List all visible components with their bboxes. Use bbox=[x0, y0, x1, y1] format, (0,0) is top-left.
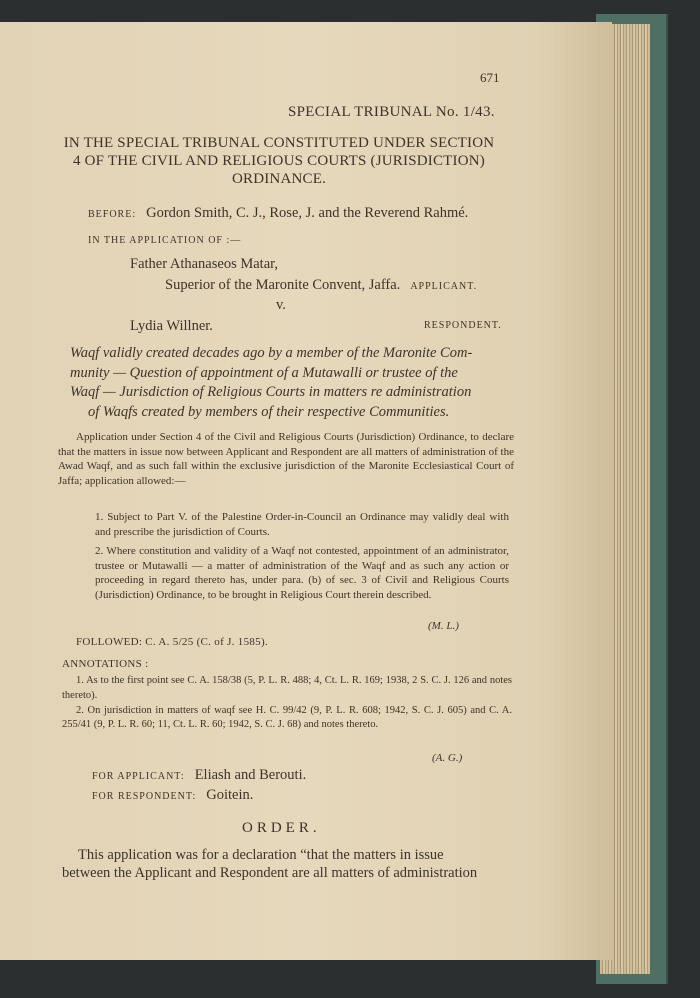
catchword-line: Waqf — Jurisdiction of Religious Courts in matters re administration bbox=[70, 384, 472, 400]
order-body bbox=[62, 846, 512, 882]
catchword-line: munity — Question of appointment of a Mutawalli or trustee of the bbox=[70, 364, 458, 381]
versus: v. bbox=[276, 297, 286, 313]
held-point: 2. Where constitution and validity of a Waqf not contested, appointment of an administrator, trustee or Mutawalli — a matter of administration of the Waqf and as such any action or proceeding in regard thereto has, under para. (b) of sec. 3 of Civil and Religious Courts (Jurisdiction) Ordinance, to be brought in Religious Court therein described. bbox=[95, 545, 509, 601]
case-title bbox=[54, 134, 504, 188]
annotations-label: ANNOTATIONS : bbox=[62, 658, 149, 670]
title-line: ORDINANCE. bbox=[231, 171, 327, 187]
running-head: SPECIAL TRIBUNAL No. 1/43. bbox=[288, 104, 495, 120]
counsel-respondent bbox=[92, 786, 253, 804]
annotation: 2. On jurisdiction in matters of waqf see H. C. 99/42 (9, P. L. R. 608; 1942, S. C. J. 605) and C. A. 255/41 (9, P. L. R. 60; 11, Ct. L. R. 60; 1942, S. C. J. 68) and notes thereto. bbox=[62, 704, 512, 731]
annotation: 1. As to the first point see C. A. 158/38 (5, P. L. R. 488; 4, Ct. L. R. 169; 1938, 2 S. C. J. 126 and notes thereto). bbox=[62, 675, 512, 701]
applicant-title-line bbox=[165, 276, 477, 294]
annotations bbox=[62, 674, 512, 733]
followed: FOLLOWED: C. A. 5/25 (C. of J. 1585). bbox=[76, 636, 268, 648]
page-number: 671 bbox=[480, 70, 500, 85]
book-page bbox=[0, 22, 612, 960]
held-point: 1. Subject to Part V. of the Palestine Order-in-Council an Ordinance may validly deal with and prescribe the jurisdiction of Courts. bbox=[95, 511, 509, 538]
applicant-title: Superior of the Maronite Convent, Jaffa. bbox=[165, 277, 401, 293]
counsel-applicant bbox=[92, 766, 306, 784]
title-line: IN THE SPECIAL TRIBUNAL CONSTITUTED UNDER SECTION bbox=[63, 135, 495, 151]
application-of: IN THE APPLICATION OF :— bbox=[88, 235, 242, 246]
catchword-line: of Waqfs created by members of their respective Communities. bbox=[88, 403, 450, 420]
headnote: Application under Section 4 of the Civil and Religious Courts (Jurisdiction) Ordinance, to declare that the matters in issue now between Applicant and Respondent are all matters of administration of the Awad Waqf, and as such fall within the exclusive jurisdiction of the Maronite Ecclesiastical Court of Jaffa; application allowed:— bbox=[58, 431, 514, 487]
counsel-names: Goitein. bbox=[206, 787, 254, 803]
catchwords bbox=[70, 344, 514, 422]
applicant-name: Father Athanaseos Matar, bbox=[130, 256, 279, 272]
counsel-names: Eliash and Berouti. bbox=[194, 767, 307, 783]
before-line bbox=[88, 204, 468, 222]
respondent-name: Lydia Willner. bbox=[130, 318, 213, 334]
initials-ag: (A. G.) bbox=[432, 752, 463, 764]
title-line: 4 OF THE CIVIL AND RELIGIOUS COURTS (JURISDICTION) bbox=[72, 153, 485, 169]
order-heading: ORDER. bbox=[242, 820, 321, 836]
before-label: BEFORE: bbox=[88, 209, 137, 220]
before-judges: Gordon Smith, C. J., Rose, J. and the Reverend Rahmé. bbox=[146, 205, 469, 221]
applicant-role: APPLICANT. bbox=[410, 281, 478, 292]
body-line: between the Applicant and Respondent are all matters of administration bbox=[62, 865, 478, 881]
initials-ml: (M. L.) bbox=[428, 620, 459, 632]
counsel-label: FOR RESPONDENT: bbox=[92, 791, 197, 802]
held-points bbox=[95, 510, 509, 608]
counsel-label: FOR APPLICANT: bbox=[92, 771, 185, 782]
catchword-line: Waqf validly created decades ago by a member of the Maronite Com- bbox=[70, 345, 473, 361]
body-line: This application was for a declaration “that the matters in issue bbox=[78, 847, 444, 863]
respondent-role: RESPONDENT. bbox=[424, 320, 502, 331]
